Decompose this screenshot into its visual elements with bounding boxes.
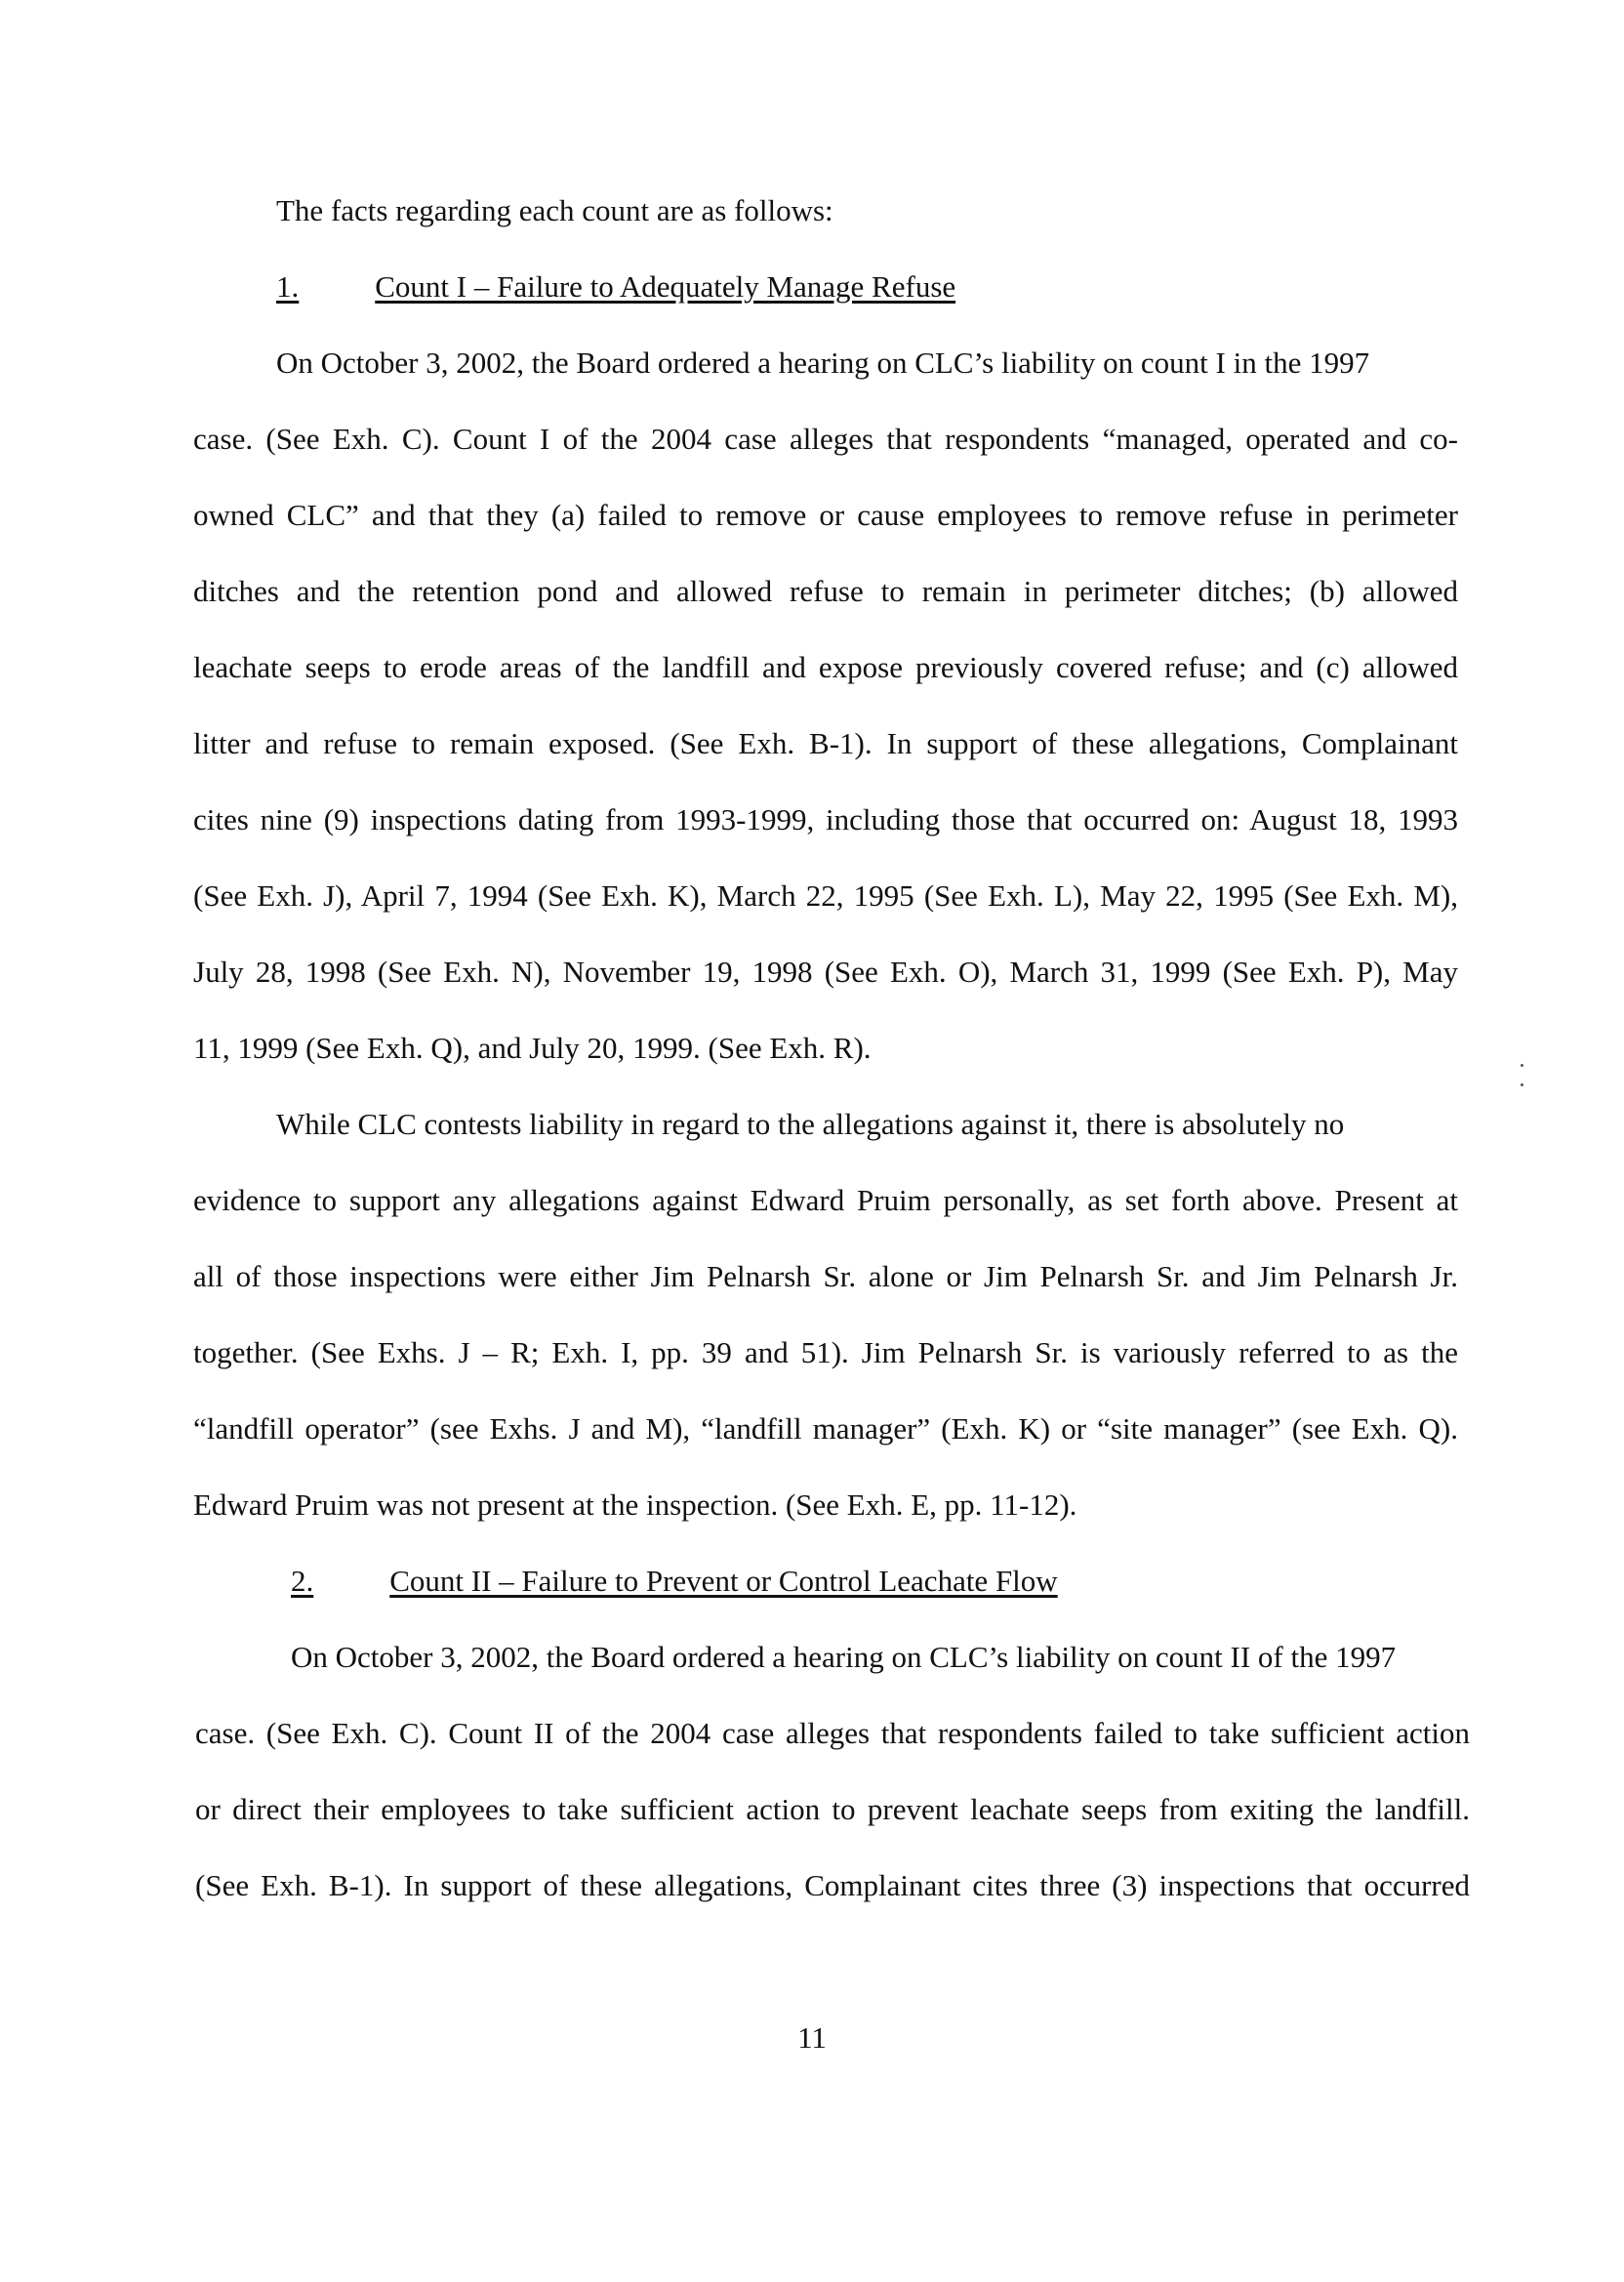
body-line: together. (See Exhs. J – R; Exh. I, pp. 39 and 51). Jim Pelnarsh Sr. is variously referred to as the	[193, 1335, 1458, 1369]
body-line: “landfill operator” (see Exhs. J and M), “landfill manager” (Exh. K) or “site manager” (see Exh. Q).	[193, 1411, 1458, 1446]
body-line: litter and refuse to remain exposed. (See Exh. B-1). In support of these allegations, Complainant	[193, 726, 1458, 760]
body-line: evidence to support any allegations against Edward Pruim personally, as set forth above. Present at	[193, 1183, 1458, 1217]
page-number: 11	[797, 2020, 827, 2055]
body-line: On October 3, 2002, the Board ordered a hearing on CLC’s liability on count I in the 1997	[276, 346, 1370, 380]
body-line: cites nine (9) inspections dating from 1993-1999, including those that occurred on: August 18, 1993	[193, 802, 1458, 836]
scan-speck	[1521, 1064, 1523, 1067]
body-line: case. (See Exh. C). Count II of the 2004 case alleges that respondents failed to take sufficient action	[195, 1716, 1470, 1750]
body-line: all of those inspections were either Jim Pelnarsh Sr. alone or Jim Pelnarsh Sr. and Jim Pelnarsh Jr.	[193, 1259, 1458, 1293]
section2-heading	[291, 1562, 1058, 1601]
body-line: or direct their employees to take sufficient action to prevent leachate seeps from exiting the landfill.	[195, 1792, 1470, 1826]
body-line: While CLC contests liability in regard to the allegations against it, there is absolutely no	[276, 1107, 1345, 1141]
body-line: 11, 1999 (See Exh. Q), and July 20, 1999. (See Exh. R).	[193, 1031, 872, 1065]
scan-speck	[1521, 1083, 1523, 1086]
body-line: Edward Pruim was not present at the inspection. (See Exh. E, pp. 11-12).	[193, 1487, 1077, 1522]
body-line: owned CLC” and that they (a) failed to remove or cause employees to remove refuse in perimeter	[193, 498, 1458, 532]
section1-number: 1.	[276, 269, 300, 304]
body-line: case. (See Exh. C). Count I of the 2004 case alleges that respondents “managed, operated and co-	[193, 422, 1458, 456]
section2-title: Count II – Failure to Prevent or Control Leachate Flow	[389, 1564, 1058, 1598]
intro-line: The facts regarding each count are as follows:	[276, 193, 833, 227]
section1-title: Count I – Failure to Adequately Manage Refuse	[375, 269, 956, 304]
section1-heading	[276, 267, 955, 306]
body-line: On October 3, 2002, the Board ordered a hearing on CLC’s liability on count II of the 1997	[291, 1640, 1397, 1674]
body-line: (See Exh. B-1). In support of these allegations, Complainant cites three (3) inspections that occurred	[195, 1868, 1470, 1902]
body-line: leachate seeps to erode areas of the landfill and expose previously covered refuse; and (c) allowed	[193, 650, 1458, 684]
body-line: (See Exh. J), April 7, 1994 (See Exh. K), March 22, 1995 (See Exh. L), May 22, 1995 (See Exh. M),	[193, 878, 1458, 913]
section2-number: 2.	[291, 1564, 314, 1598]
body-line: ditches and the retention pond and allowed refuse to remain in perimeter ditches; (b) allowed	[193, 574, 1458, 608]
body-line: July 28, 1998 (See Exh. N), November 19, 1998 (See Exh. O), March 31, 1999 (See Exh. P), May	[193, 955, 1458, 989]
